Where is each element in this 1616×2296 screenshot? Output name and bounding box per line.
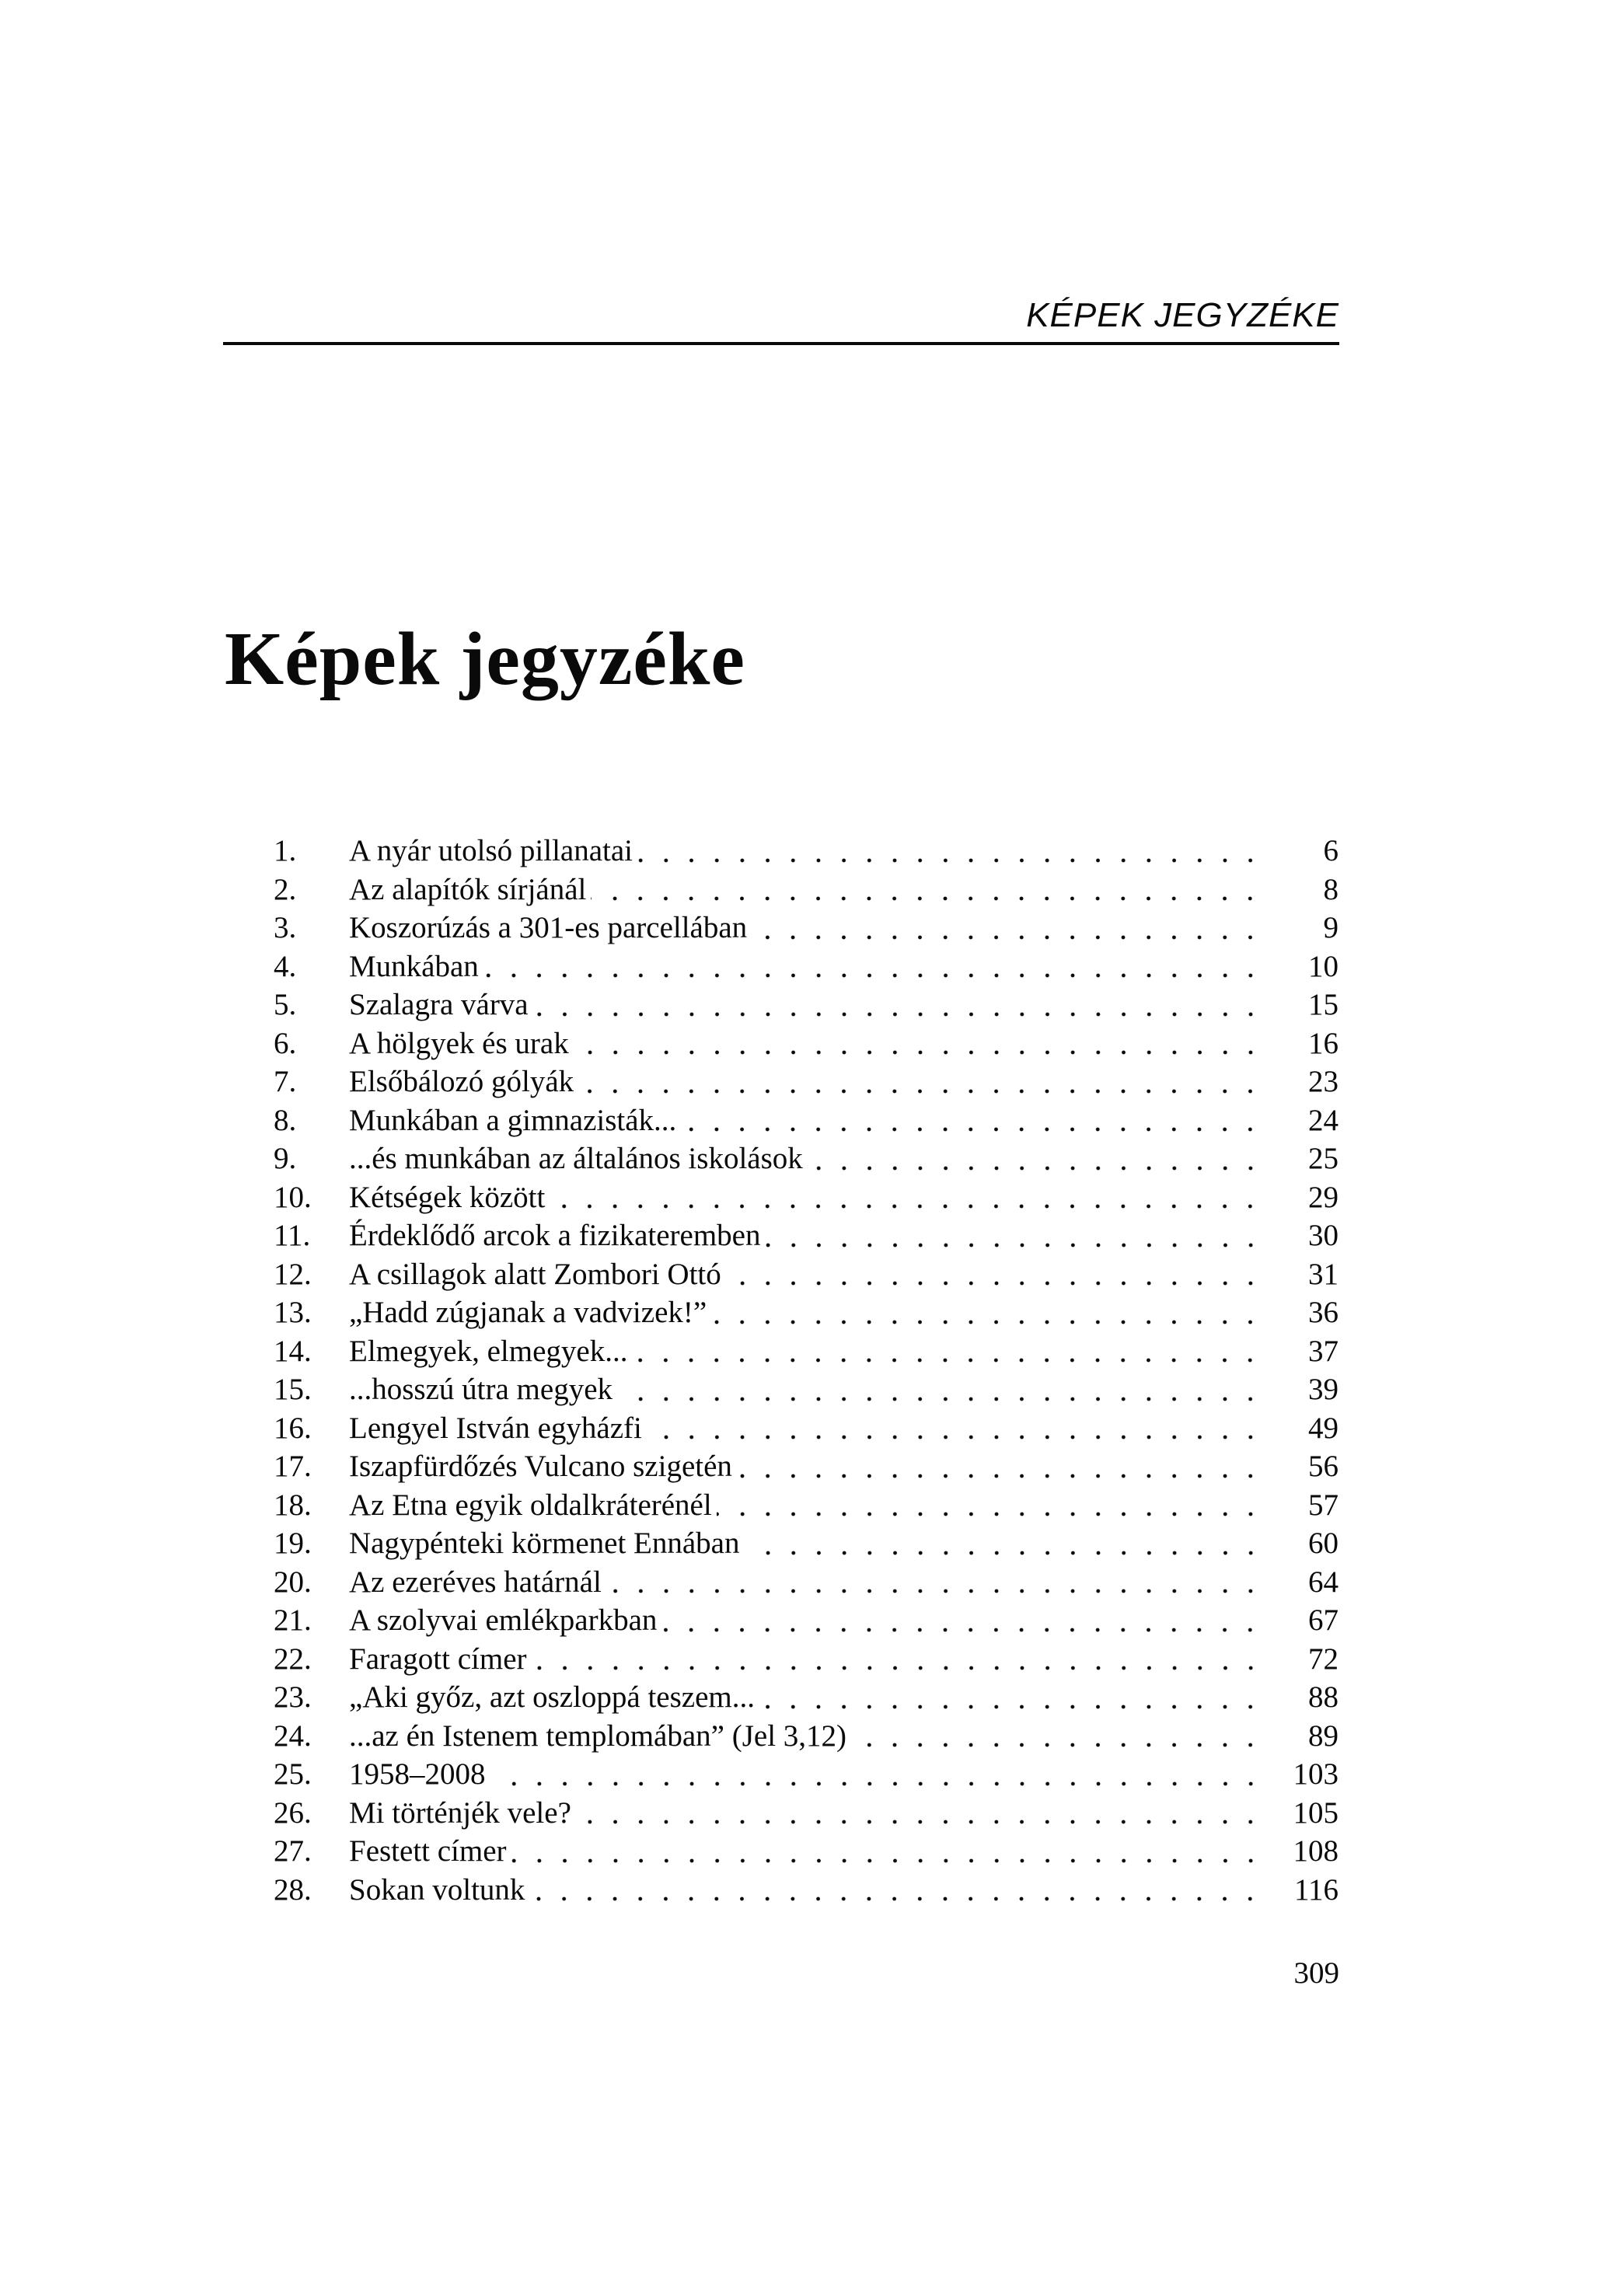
toc-entry-page: 88 bbox=[1308, 1680, 1339, 1714]
toc-entry-label: Az Etna egyik oldalkráterénél bbox=[349, 1488, 712, 1522]
toc-entry-page: 49 bbox=[1308, 1411, 1339, 1445]
toc-entry-page: 57 bbox=[1308, 1488, 1339, 1522]
toc-entry-label: Iszapfürdőzés Vulcano szigetén bbox=[349, 1450, 732, 1483]
toc-entry-label: Mi történjék vele? bbox=[349, 1795, 571, 1830]
dot-leader bbox=[717, 1486, 1265, 1525]
dot-leader bbox=[808, 1139, 1265, 1178]
toc-entry-number: 23. bbox=[274, 1680, 312, 1714]
dot-leader bbox=[550, 1178, 1265, 1217]
toc-entry bbox=[274, 1794, 1339, 1833]
dot-leader bbox=[591, 871, 1265, 909]
toc-entry-number: 5. bbox=[274, 988, 297, 1021]
toc-entry-page: 15 bbox=[1308, 988, 1339, 1021]
dot-leader bbox=[578, 1063, 1265, 1101]
toc-entry bbox=[274, 1255, 1339, 1294]
toc-entry bbox=[274, 1139, 1339, 1178]
toc-entry-page: 31 bbox=[1308, 1257, 1339, 1291]
toc-entry-number: 17. bbox=[274, 1450, 312, 1483]
toc-entry-label: ...az én Istenem templomában” (Jel 3,12) bbox=[349, 1719, 847, 1753]
toc-entry bbox=[274, 1332, 1339, 1371]
toc-entry-number: 6. bbox=[274, 1026, 297, 1060]
toc-entry-label: Elmegyek, elmegyek... bbox=[349, 1334, 628, 1368]
toc-entry-number: 12. bbox=[274, 1257, 312, 1291]
dot-leader bbox=[511, 1832, 1265, 1871]
dot-leader bbox=[752, 909, 1265, 947]
toc-entry-number: 1. bbox=[274, 834, 297, 867]
dot-leader bbox=[606, 1563, 1265, 1602]
toc-entry-page: 30 bbox=[1308, 1219, 1339, 1252]
toc-entry-number: 24. bbox=[274, 1719, 312, 1753]
toc-entry bbox=[274, 1755, 1339, 1794]
toc-entry-page: 56 bbox=[1308, 1450, 1339, 1483]
toc-entry-page: 67 bbox=[1308, 1603, 1339, 1637]
toc-entry-page: 29 bbox=[1308, 1180, 1339, 1214]
toc-entry-label: Nagypénteki körmenet Ennában bbox=[349, 1527, 740, 1560]
running-header: KÉPEK JEGYZÉKE bbox=[1026, 296, 1339, 334]
toc-entry bbox=[274, 832, 1339, 871]
toc-entry bbox=[274, 1832, 1339, 1871]
toc-entry-page: 8 bbox=[1323, 872, 1339, 906]
toc-entry bbox=[274, 1370, 1339, 1409]
dot-leader bbox=[617, 1370, 1265, 1409]
dot-leader bbox=[647, 1409, 1265, 1448]
toc-entry bbox=[274, 909, 1339, 947]
toc-entry-number: 7. bbox=[274, 1065, 297, 1098]
toc-entry-label: A nyár utolsó pillanatai bbox=[349, 834, 633, 867]
toc-entry-label: A szolyvai emlékparkban bbox=[349, 1603, 658, 1637]
dot-leader bbox=[766, 1216, 1265, 1255]
toc-entry-number: 14. bbox=[274, 1334, 312, 1368]
toc-entry-page: 64 bbox=[1308, 1565, 1339, 1599]
toc-entry-label: Érdeklődő arcok a fizikateremben bbox=[349, 1219, 761, 1252]
toc-entry bbox=[274, 1216, 1339, 1255]
toc-entry-page: 108 bbox=[1293, 1834, 1339, 1868]
toc-entry-label: A csillagok alatt Zombori Ottó bbox=[349, 1257, 721, 1291]
toc-entry-label: 1958–2008 bbox=[349, 1757, 486, 1791]
toc-entry-number: 25. bbox=[274, 1757, 312, 1791]
toc-entry-page: 6 bbox=[1323, 834, 1339, 867]
toc-entry-number: 19. bbox=[274, 1527, 312, 1560]
dot-leader bbox=[851, 1717, 1265, 1756]
toc-entry-number: 3. bbox=[274, 911, 297, 944]
toc-entry-number: 22. bbox=[274, 1642, 312, 1676]
toc-entry-label: „Aki győz, azt oszloppá teszem... bbox=[349, 1680, 755, 1714]
toc-entry-page: 89 bbox=[1308, 1719, 1339, 1753]
toc-entry-label: Az ezeréves határnál bbox=[349, 1565, 602, 1599]
toc-entry-number: 4. bbox=[274, 949, 297, 983]
toc-entry-label: Koszorúzás a 301-es parcellában bbox=[349, 911, 748, 944]
folio-page-number: 309 bbox=[1293, 1956, 1339, 1990]
toc-entry-label: Sokan voltunk bbox=[349, 1872, 525, 1907]
toc-entry-label: Faragott címer bbox=[349, 1642, 527, 1676]
toc-entry-page: 103 bbox=[1293, 1757, 1339, 1791]
toc-entry bbox=[274, 1293, 1339, 1332]
toc-entry-number: 20. bbox=[274, 1565, 312, 1599]
toc-entry bbox=[274, 1024, 1339, 1063]
toc-entry-number: 18. bbox=[274, 1488, 312, 1522]
toc-entry-page: 60 bbox=[1308, 1527, 1339, 1560]
toc-entry bbox=[274, 1101, 1339, 1140]
dot-leader bbox=[576, 1794, 1265, 1833]
toc-entry-page: 24 bbox=[1308, 1103, 1339, 1137]
toc-entry-label: Festett címer bbox=[349, 1834, 507, 1868]
toc-entry bbox=[274, 871, 1339, 909]
figure-list bbox=[274, 832, 1339, 1909]
toc-entry-number: 15. bbox=[274, 1373, 312, 1406]
toc-entry-number: 27. bbox=[274, 1834, 312, 1868]
toc-entry-label: „Hadd zúgjanak a vadvizek!” bbox=[349, 1296, 707, 1329]
dot-leader bbox=[681, 1101, 1265, 1140]
toc-entry bbox=[274, 1486, 1339, 1525]
toc-entry-number: 16. bbox=[274, 1411, 312, 1445]
dot-leader bbox=[529, 1871, 1265, 1910]
toc-entry-page: 105 bbox=[1293, 1795, 1339, 1830]
dot-leader bbox=[726, 1255, 1265, 1294]
dot-leader bbox=[574, 1024, 1265, 1063]
dot-leader bbox=[637, 832, 1265, 871]
page-title: Képek jegyzéke bbox=[225, 617, 745, 701]
dot-leader bbox=[737, 1447, 1265, 1486]
toc-entry bbox=[274, 1409, 1339, 1448]
toc-entry-number: 8. bbox=[274, 1103, 297, 1137]
toc-entry-number: 11. bbox=[274, 1219, 311, 1252]
toc-entry bbox=[274, 1717, 1339, 1756]
toc-entry-label: Az alapítók sírjánál bbox=[349, 872, 587, 906]
dot-leader bbox=[632, 1332, 1265, 1371]
toc-entry bbox=[274, 1601, 1339, 1640]
toc-entry bbox=[274, 947, 1339, 986]
toc-entry-page: 25 bbox=[1308, 1142, 1339, 1175]
toc-entry-label: Lengyel István egyházfi bbox=[349, 1411, 642, 1445]
toc-entry-page: 10 bbox=[1308, 949, 1339, 983]
dot-leader bbox=[490, 1755, 1265, 1794]
dot-leader bbox=[533, 986, 1265, 1024]
toc-entry bbox=[274, 986, 1339, 1024]
toc-entry-page: 36 bbox=[1308, 1296, 1339, 1329]
toc-entry-label: Szalagra várva bbox=[349, 988, 529, 1021]
toc-entry bbox=[274, 1563, 1339, 1602]
toc-entry bbox=[274, 1871, 1339, 1910]
toc-entry-number: 28. bbox=[274, 1872, 312, 1907]
dot-leader bbox=[661, 1601, 1265, 1640]
toc-entry-label: ...és munkában az általános iskolások bbox=[349, 1142, 803, 1175]
toc-entry-number: 9. bbox=[274, 1142, 297, 1175]
header-rule bbox=[223, 342, 1339, 345]
toc-entry-label: Munkában bbox=[349, 949, 479, 983]
dot-leader bbox=[532, 1640, 1265, 1679]
toc-entry-number: 2. bbox=[274, 872, 297, 906]
toc-entry-label: Munkában a gimnazisták... bbox=[349, 1103, 677, 1137]
toc-entry-label: A hölgyek és urak bbox=[349, 1026, 569, 1060]
dot-leader bbox=[711, 1293, 1265, 1332]
toc-entry-page: 39 bbox=[1308, 1373, 1339, 1406]
dot-leader bbox=[483, 947, 1265, 986]
toc-entry-number: 26. bbox=[274, 1795, 312, 1830]
toc-entry-page: 9 bbox=[1323, 911, 1339, 944]
toc-entry-page: 23 bbox=[1308, 1065, 1339, 1098]
dot-leader bbox=[759, 1678, 1265, 1717]
toc-entry-number: 10. bbox=[274, 1180, 312, 1214]
toc-entry-label: Kétségek között bbox=[349, 1180, 546, 1214]
toc-entry bbox=[274, 1640, 1339, 1679]
toc-entry bbox=[274, 1063, 1339, 1101]
toc-entry-page: 72 bbox=[1308, 1642, 1339, 1676]
toc-entry-label: ...hosszú útra megyek bbox=[349, 1373, 613, 1406]
toc-entry bbox=[274, 1178, 1339, 1217]
toc-entry-page: 37 bbox=[1308, 1334, 1339, 1368]
toc-entry bbox=[274, 1678, 1339, 1717]
toc-entry-number: 21. bbox=[274, 1603, 312, 1637]
toc-entry-label: Elsőbálozó gólyák bbox=[349, 1065, 574, 1098]
toc-entry-page: 16 bbox=[1308, 1026, 1339, 1060]
toc-entry-page: 116 bbox=[1293, 1872, 1339, 1907]
toc-entry bbox=[274, 1447, 1339, 1486]
dot-leader bbox=[745, 1524, 1265, 1563]
toc-entry bbox=[274, 1524, 1339, 1563]
toc-entry-number: 13. bbox=[274, 1296, 312, 1329]
